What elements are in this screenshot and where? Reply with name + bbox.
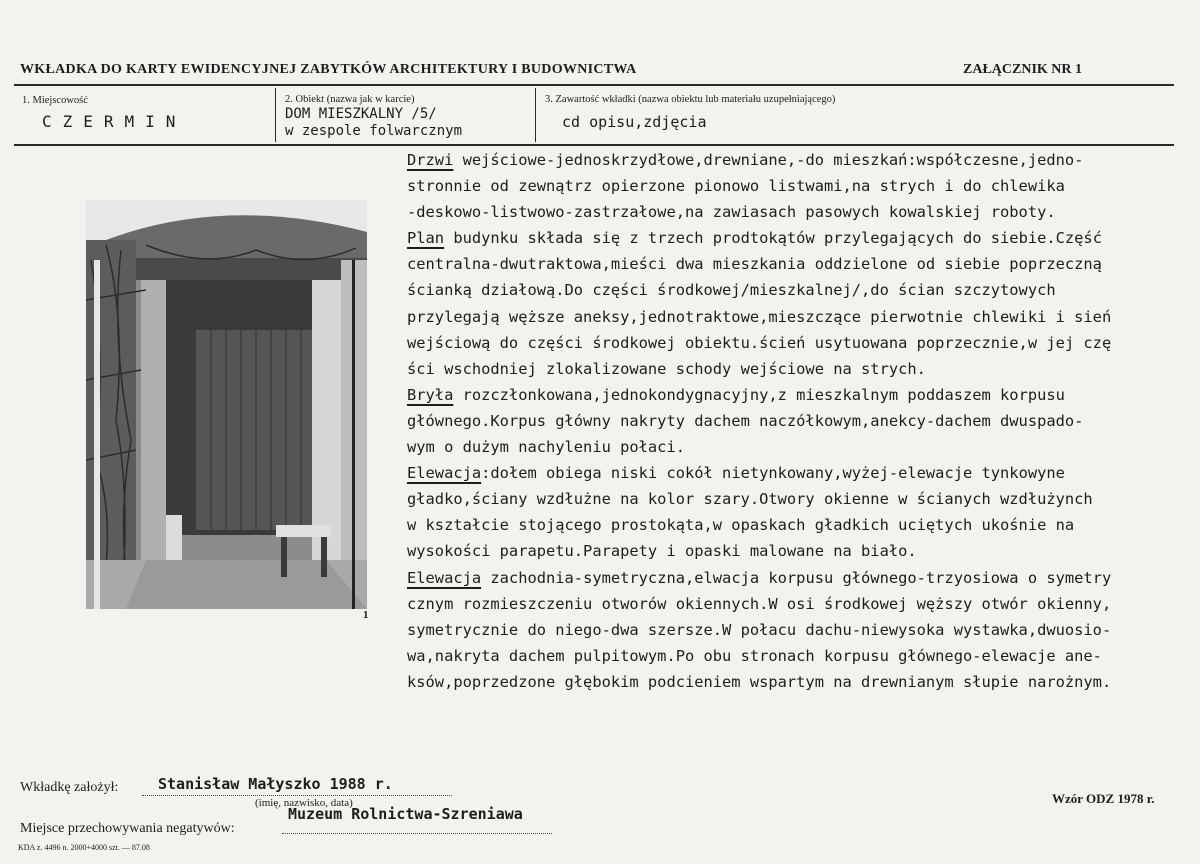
description-line: stronnie od zewnątrz opierzone pionowo listwami,na strych i do chlewika xyxy=(407,177,1065,196)
description-line: Elewacja:dołem obiega niski cokół nietynkowany,wyżej-elewacje tynkowyne xyxy=(407,464,1065,483)
author-hint: (imię, nazwisko, data) xyxy=(255,797,353,809)
header-rule xyxy=(14,84,1174,86)
description-line: -deskowo-listwowo-zastrzałowe,na zawiasach pasowych kowalskiej roboty. xyxy=(407,203,1056,222)
keyword-elevation: Elewacja xyxy=(407,464,482,483)
author-label: Wkładkę założył: xyxy=(20,780,119,795)
storage-label: Miejsce przechowywania negatywów: xyxy=(20,821,235,836)
porch-photo-drawing xyxy=(86,200,367,609)
description-text xyxy=(407,147,1182,695)
description-line: ścianką działową.Do części środkowej/mieszkalnej/,do ścian szczytowych xyxy=(407,281,1056,300)
description-line: przylegają węższe aneksy,jednotraktowe,mieszczące pierwotnie chlewiki i sień xyxy=(407,307,1112,326)
content-label: 3. Zawartość wkładki (nazwa obiektu lub materiału uzupełniającego) xyxy=(545,94,836,105)
description-line: wysokości parapetu.Parapety i opaski malowane na biało. xyxy=(407,542,917,561)
author-value: Stanisław Małyszko 1988 r. xyxy=(158,775,393,793)
description-line: wejściową do części środkowej obiektu.ścień usytuowana poprzecznie,w jej czę xyxy=(407,333,1112,352)
description-line: wa,nakryta dachem pulpitowym.Po obu stronach korpusu głównego-elewacje ane- xyxy=(407,646,1102,665)
house-porch-photo xyxy=(86,200,367,609)
fields-rule xyxy=(14,144,1174,146)
content-value: cd opisu,zdjęcia xyxy=(562,113,707,131)
storage-value: Muzeum Rolnictwa-Szreniawa xyxy=(288,805,523,823)
field-divider xyxy=(535,88,536,142)
description-line: Bryła rozczłonkowana,jednokondygnacyjny,z mieszkalnym poddaszem korpusu xyxy=(407,385,1065,404)
form-pattern: Wzór ODZ 1978 r. xyxy=(1052,791,1155,806)
author-dotted-line xyxy=(142,795,452,796)
description-line: Elewacja zachodnia-symetryczna,elwacja korpusu głównego-trzyosiowa o symetry xyxy=(407,568,1112,587)
description-line: Drzwi wejściowe-jednoskrzydłowe,drewniane,-do mieszkań:współczesne,jedno- xyxy=(407,151,1084,169)
photo-number: 1 xyxy=(363,609,369,621)
town-value: CZERMIN xyxy=(42,112,187,131)
description-line: gładko,ściany wzdłużne na kolor szary.Otwory okienne w ścianych wzdłużynch xyxy=(407,490,1093,509)
field-divider xyxy=(275,88,276,142)
description-line: ksów,poprzedzone głębokim podcieniem wspartym na drewnianym słupie narożnym. xyxy=(407,672,1112,691)
description-line: symetrycznie do niego-dwa szersze.W połacu dachu-niewysoka wystawka,dwuosio- xyxy=(407,620,1112,639)
description-line: głównego.Korpus główny nakryty dachem naczółkowym,anekcy-dachem dwuspado- xyxy=(407,411,1084,430)
description-line: Plan budynku składa się z trzech prodtokątów przylegających do siebie.Część xyxy=(407,229,1102,248)
description-line: cznym rozmieszczeniu otworów okiennych.W osi środkowej węższy otwór okienny, xyxy=(407,594,1112,613)
annex-number: ZAŁĄCZNIK NR 1 xyxy=(963,62,1083,77)
description-line: ści wschodniej zlokalizowane schody wejściowe na strych. xyxy=(407,359,926,378)
keyword-plan: Plan xyxy=(407,229,445,248)
description-line: w kształcie stojącego prostokąta,w opaskach gładkich uciętych ukośnie na xyxy=(407,516,1075,535)
keyword-west-elevation: Elewacja xyxy=(407,568,482,587)
object-value-line1: DOM MIESZKALNY /5/ xyxy=(285,106,437,122)
card-title: WKŁADKA DO KARTY EWIDENCYJNEJ ZABYTKÓW ARCHITEKTURY I BUDOWNICTWA xyxy=(20,62,637,77)
object-value-line2: w zespole folwarcznym xyxy=(285,123,463,139)
description-line: centralna-dwutraktowa,mieści dwa mieszkania oddzielone od siebie poprzeczną xyxy=(407,255,1102,274)
print-info: KDA z. 4496 n. 2000+4000 szt. — 87.08 xyxy=(18,843,150,852)
object-label: 2. Obiekt (nazwa jak w karcie) xyxy=(285,94,415,105)
storage-dotted-line xyxy=(282,833,552,834)
keyword-doors: Drzwi xyxy=(407,151,454,169)
description-line: wym o dużym nachyleniu połaci. xyxy=(407,438,685,457)
town-label: 1. Miejscowość xyxy=(22,95,88,106)
keyword-massing: Bryła xyxy=(407,385,454,404)
